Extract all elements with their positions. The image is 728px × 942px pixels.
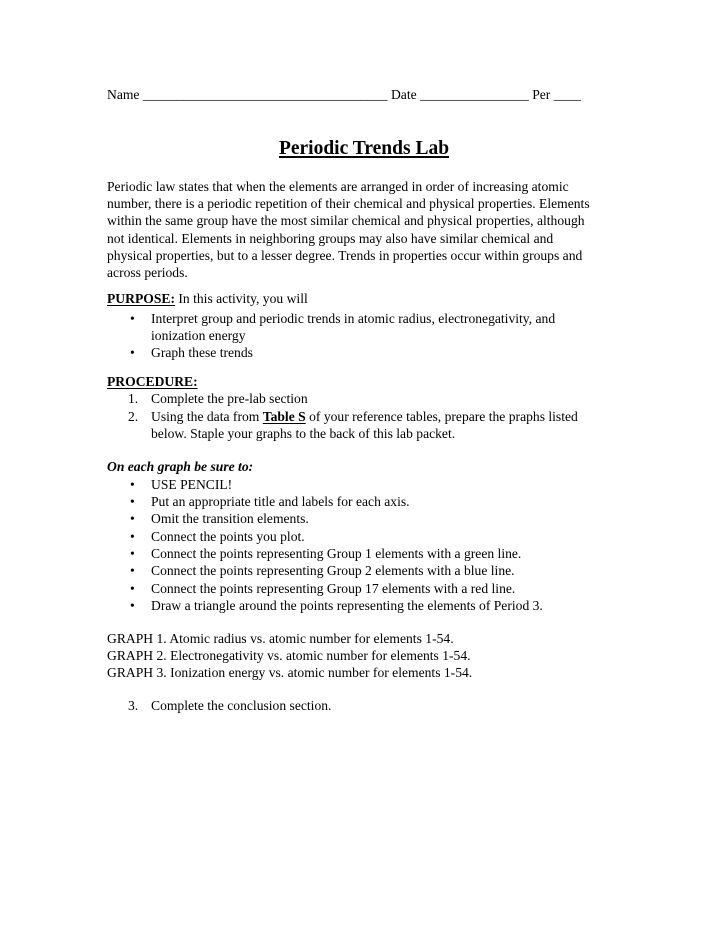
graph-rule: Draw a triangle around the points representing the elements of Period 3. [151,598,543,613]
bullet-icon: • [130,581,135,596]
intro-line: number, there is a periodic repetition of their chemical and physical properties. Elements [107,196,590,212]
purpose-lead: In this activity, you will [174,291,308,306]
step-number: 3. [128,698,139,713]
bullet-icon: • [130,311,135,326]
graph-rule: Connect the points representing Group 17 elements with a red line. [151,581,516,596]
graph-rule: Connect the points you plot. [151,529,305,544]
date-blank: ________________ [420,87,529,102]
procedure-step-1: Complete the pre-lab section [151,391,308,406]
step-number: 1. [128,391,139,406]
page-title [0,137,728,161]
purpose-bullet-1: Interpret group and periodic trends in atomic radius, electronegativity, and [151,311,556,326]
name-label: Name [107,87,140,102]
date-label: Date [390,87,417,102]
purpose-line [107,290,627,307]
graph-3-spec: GRAPH 3. Ionization energy vs. atomic number for elements 1-54. [107,665,473,680]
intro-paragraph [107,178,627,281]
purpose-bullet-2: Graph these trends [151,345,253,360]
intro-line: within the same group have the most similar chemical and physical properties, although [107,213,585,229]
intro-line: across periods. [107,265,188,281]
intro-line: Periodic law states that when the elements are arranged in order of increasing atomic [107,179,569,194]
bullet-icon: • [130,477,135,492]
intro-line: not identical. Elements in neighboring groups may also have similar chemical and [107,230,554,246]
graph-rules-heading: On each graph be sure to: [107,459,254,474]
bullet-icon: • [130,563,135,578]
procedure-step-2-cont: below. Staple your graphs to the back of this lab packet. [151,426,456,441]
bullet-icon: • [130,529,135,544]
step-2-post: of your reference tables, prepare the praphs listed [305,409,578,424]
bullet-icon: • [130,511,135,526]
procedure-step-2 [151,408,578,425]
procedure-heading: PROCEDURE: [107,374,198,389]
table-s-reference: Table S [262,409,306,424]
bullet-icon: • [130,546,135,561]
name-blank: ____________________________________ [142,87,388,102]
step-2-pre: Using the data from [151,409,263,424]
purpose-heading: PURPOSE: [107,291,175,306]
graph-rule: Put an appropriate title and labels for each axis. [151,494,410,509]
graph-rule: USE PENCIL! [151,477,233,492]
bullet-icon: • [130,345,135,360]
bullet-icon: • [130,494,135,509]
intro-line: physical properties, but to a lesser degree. Trends in properties occur within groups and [107,247,583,263]
name-date-period-line [107,86,581,103]
step-number: 2. [128,409,139,424]
procedure-step-3: Complete the conclusion section. [151,698,332,713]
graph-rule: Omit the transition elements. [151,511,309,526]
graph-rule: Connect the points representing Group 2 elements with a blue line. [151,563,515,578]
bullet-icon: • [130,598,135,613]
purpose-bullet-1-cont: ionization energy [151,328,246,343]
page-title-text: Periodic Trends Lab [278,138,450,159]
graph-2-spec: GRAPH 2. Electronegativity vs. atomic number for elements 1-54. [107,648,471,663]
graph-rule: Connect the points representing Group 1 elements with a green line. [151,546,522,561]
period-blank: ____ [553,87,581,102]
period-label: Per [532,87,551,102]
graph-1-spec: GRAPH 1. Atomic radius vs. atomic number for elements 1-54. [107,631,454,646]
